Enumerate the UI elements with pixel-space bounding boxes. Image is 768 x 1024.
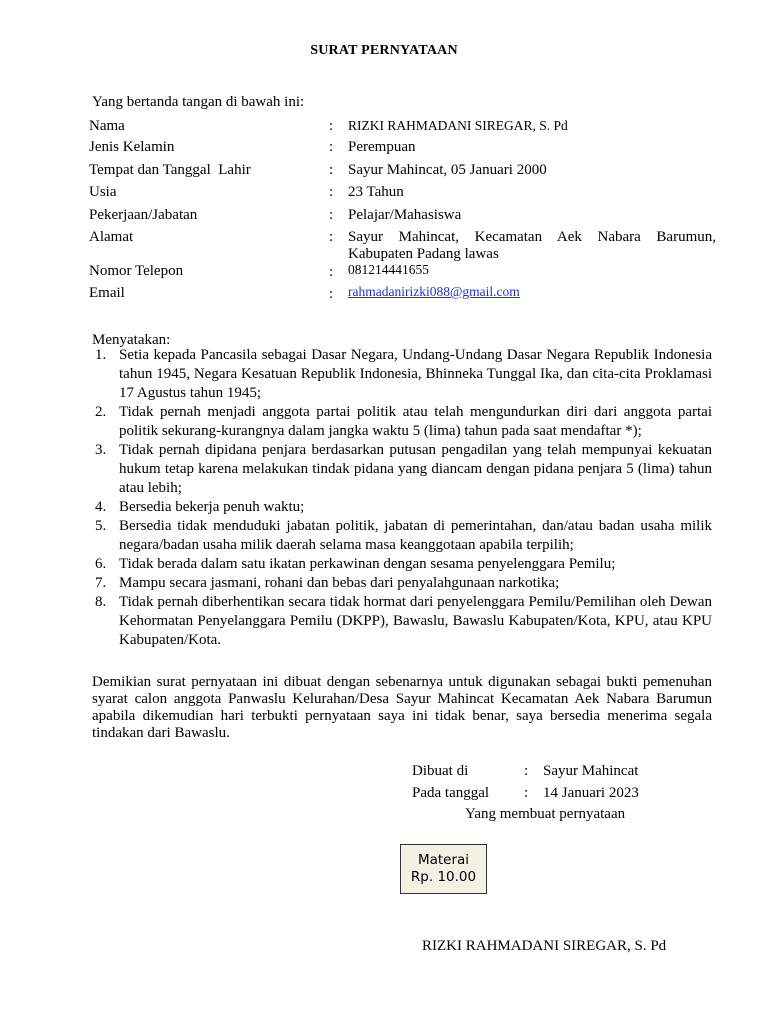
field-row-phone: [89, 262, 719, 284]
place-label: Dibuat di: [412, 763, 469, 779]
field-colon: :: [329, 139, 334, 155]
list-item: [92, 517, 712, 555]
intro-text: Yang bertanda tangan di bawah ini:: [92, 94, 305, 110]
list-item: [92, 593, 712, 650]
list-item: [92, 498, 712, 517]
list-number: 3.: [95, 442, 107, 458]
document-title: SURAT PERNYATAAN: [310, 43, 458, 58]
field-row-gender: [89, 139, 719, 161]
list-item: [92, 555, 712, 574]
list-item-text: Bersedia tidak menduduki jabatan politik, jabatan di pemerintahan, dan/atau badan usaha milik negara/badan usaha milik daerah selama masa keanggotaan apabila terpilih;: [119, 518, 712, 553]
signer-name: RIZKI RAHMADANI SIREGAR, S. Pd: [422, 938, 667, 954]
field-label: Alamat: [89, 229, 134, 245]
date-colon: :: [524, 785, 529, 801]
list-item: [92, 574, 712, 593]
address-line-1: Sayur Mahincat, Kecamatan Aek Nabara Barumun,: [348, 229, 716, 245]
date-value: 14 Januari 2023: [543, 785, 639, 801]
list-item-text: Tidak pernah dipidana penjara berdasarkan putusan pengadilan yang telah mempunyai kekuatan hukum tetap karena melakukan tindak pidana yang diancam dengan pidana penjara 5 (lima) tahun atau lebih;: [119, 442, 712, 496]
declaration-list: [92, 346, 712, 650]
field-label: Email: [89, 285, 125, 301]
list-item-text: Tidak pernah diberhentikan secara tidak hormat dari penyelenggara Pemilu/Pemilihan oleh Dewan Kehormatan Penyelanggara Pemilu (DKPP), Bawaslu, Bawaslu Kabupaten/Kota, KPU, atau KPU Kabupaten/Kota.: [119, 594, 712, 648]
date-label: Pada tanggal: [412, 785, 490, 801]
list-item-text: Setia kepada Pancasila sebagai Dasar Negara, Undang-Undang Dasar Negara Republik Indonesia tahun 1945, Negara Kesatuan Republik Indonesia, Bhinneka Tunggal Ika, dan cita-cita Proklamasi 17 Agustus tahun 1945;: [119, 347, 712, 401]
field-label: Jenis Kelamin: [89, 139, 175, 155]
field-colon: :: [329, 264, 334, 280]
field-label: Usia: [89, 184, 117, 200]
field-value-name: RIZKI RAHMADANI SIREGAR, S. Pd: [348, 118, 568, 133]
field-colon: :: [329, 184, 334, 200]
field-value-age: 23 Tahun: [348, 184, 404, 200]
declare-heading: Menyatakan:: [92, 332, 171, 348]
field-label: Tempat dan Tanggal Lahir: [89, 162, 251, 178]
list-number: 4.: [95, 499, 107, 515]
list-number: 7.: [95, 575, 107, 591]
stamp-line-1: Materai: [417, 852, 470, 868]
list-item-text: Bersedia bekerja penuh waktu;: [119, 499, 305, 515]
list-number: 6.: [95, 556, 107, 572]
email-link[interactable]: rahmadanirizki088@gmail.com: [348, 284, 520, 299]
field-colon: :: [329, 286, 334, 302]
list-item: [92, 441, 712, 498]
field-label: Nomor Telepon: [89, 263, 184, 279]
list-item-text: Mampu secara jasmani, rohani dan bebas dari penyalahgunaan narkotika;: [119, 575, 560, 591]
list-number: 5.: [95, 518, 107, 534]
field-label: Nama: [89, 118, 125, 134]
field-value-birth: Sayur Mahincat, 05 Januari 2000: [348, 162, 547, 178]
field-value-occupation: Pelajar/Mahasiswa: [348, 207, 462, 223]
list-number: 2.: [95, 404, 107, 420]
field-row-occupation: [89, 207, 719, 229]
field-value-gender: Perempuan: [348, 139, 416, 155]
field-colon: :: [329, 229, 334, 245]
made-by-text: Yang membuat pernyataan: [465, 806, 626, 822]
place-colon: :: [524, 763, 529, 779]
list-item-text: Tidak berada dalam satu ikatan perkawinan dengan sesama penyelenggara Pemilu;: [119, 556, 616, 572]
field-value-address: [348, 229, 716, 263]
field-label: Pekerjaan/Jabatan: [89, 207, 198, 223]
field-row-email: [89, 285, 719, 307]
field-colon: :: [329, 207, 334, 223]
field-row-name: [89, 118, 719, 140]
address-line-2: Kabupaten Padang lawas: [348, 246, 499, 262]
list-number: 8.: [95, 594, 107, 610]
field-value-phone: 081214441655: [348, 262, 429, 277]
closing-paragraph: Demikian surat pernyataan ini dibuat dengan sebenarnya untuk digunakan sebagai bukti pemenuhan syarat calon anggota Panwaslu Kelurahan/Desa Sayur Mahincat Kecamatan Aek Nabara Barumun apabila dikemudian hari terbukti pernyataan saya ini tidak benar, saya bersedia menerima segala tindakan dari Bawaslu.: [92, 674, 712, 741]
list-item: [92, 346, 712, 403]
place-value: Sayur Mahincat: [543, 763, 639, 779]
list-item: [92, 403, 712, 441]
stamp-box: [400, 844, 487, 894]
field-row-birth: [89, 162, 719, 184]
stamp-line-2: Rp. 10.00: [410, 869, 477, 885]
field-row-address: [89, 229, 719, 265]
field-colon: :: [329, 118, 334, 134]
list-number: 1.: [95, 347, 107, 363]
field-value-email: [348, 284, 716, 301]
field-colon: :: [329, 162, 334, 178]
field-row-age: [89, 184, 719, 206]
list-item-text: Tidak pernah menjadi anggota partai politik atau telah mengundurkan diri dari anggota partai politik sekurang-kurangnya dalam jangka waktu 5 (lima) tahun pada saat mendaftar *);: [119, 404, 712, 439]
